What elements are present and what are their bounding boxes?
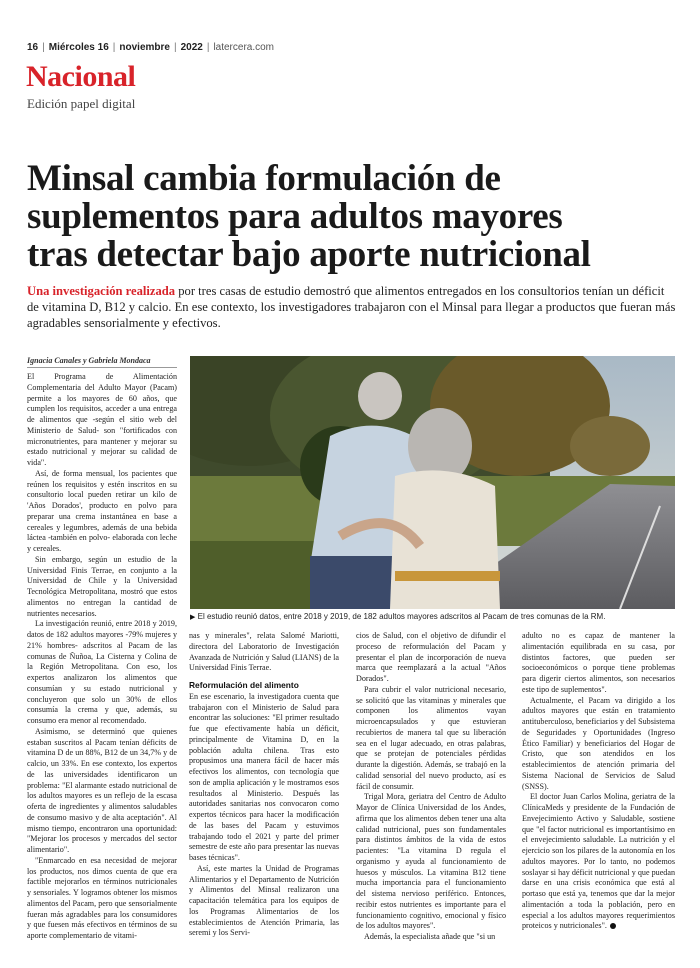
headline-line: suplementos para adultos mayores	[27, 196, 563, 237]
date-year: 2022	[180, 42, 203, 53]
paragraph: Sin embargo, según un estudio de la Universidad Finis Terrae, en conjunto a la Universidad de Chile y la Universidad Tecnológica Metropolitana, mostró que estos alimentos no entregan la cantidad de nutrientes necesarios.	[27, 554, 177, 618]
section-title: Nacional	[26, 60, 136, 93]
lede	[27, 283, 677, 331]
page-header: 16 | Miércoles 16 | noviembre | 2022 | latercera.com	[27, 42, 275, 53]
photo-caption	[190, 612, 675, 621]
headline-line: tras detectar bajo aporte nutricional	[27, 234, 591, 275]
date-month: noviembre	[119, 42, 170, 53]
paragraph: Además, la especialista añade que "si un	[364, 932, 496, 941]
column-3	[356, 631, 506, 951]
date-day: Miércoles 16	[48, 42, 109, 53]
edition-label: Edición papel digital	[27, 96, 136, 111]
paragraph: Asimismo, se determinó que quienes estaban suscritos al Pacam tenían déficits de vitamina D de un 88%, B12 de un 34,7% y de calcio, un 33%. En ese contexto, los expertos de las universidades identificaron un problema: "El alarmante estado nutricional de los adultos mayores es un reflejo de la escasa oferta de ingredientes y alimentos saludables de consumo masivo y de alta aceptación". Al mismo tiempo, encontraron una oportunidad: "Mejorar los procesos y mercados del sector alimentario".	[27, 726, 177, 854]
paragraph: El Programa de Alimentación Complementaria del Adulto Mayor (Pacam) permite a los mayores de 60 años, que cumplen los requisitos, acceder a una entrega de alimentos que -según el sitio web del Ministerio de Salud- son "fortificados con micronutrientes, para mantener y mejorar su estado nutricional y mejorar su calidad de vida".	[27, 372, 177, 467]
lede-kicker: Una investigación realizada	[27, 284, 176, 298]
column-4	[522, 631, 675, 951]
paragraph	[522, 792, 675, 932]
paragraph: Actualmente, el Pacam va dirigido a los adultos mayores que están en tratamiento antituberculoso, beneficiarios y del Subsistema de Seguridades y Oportunidades (Ingreso Ético Familiar) y beneficiarios del Hogar de Cristo, que son atendidos en los establecimientos de atención primaria del Sistema Nacional de Servicios de Salud (SNSS).	[522, 695, 675, 791]
paragraph: La investigación reunió, entre 2018 y 2019, datos de 182 adultos mayores -79% mujeres y 21% hombres- adscritos al Pacam de las comunas de Ñuñoa, La Cisterna y Colina de la Región Metropolitana. Con eso, los expertos analizaron los alimentos que consumían y su estado nutricional y concluyeron que solo un 30% de ellos consumía la crema y que, además, su consumo era menor al recomendado.	[27, 619, 177, 725]
paragraph: adulto no es capaz de mantener la alimentación equilibrada en su casa, por distintos factores, que pueden ser socioeconómicos o porque tiene problemas para digerir ciertos alimentos, son necesarios este tipo de suplementos".	[522, 631, 675, 694]
caption-arrow-icon: ▶	[190, 614, 196, 621]
paragraph: nas y minerales", relata Salomé Mariotti, directora del Laboratorio de Investigación Avanzada de Nutrición y Salud (LIANS) de la Universidad Finis Terrae.	[189, 631, 339, 673]
byline: Ignacia Canales y Gabriela Mondaca	[27, 356, 177, 368]
paragraph: cios de Salud, con el objetivo de difundir el proceso de reformulación del Pacam y presentar el plan de incorporación de nueva marca que reemplazará a la actual "Años Dorados".	[356, 631, 506, 683]
paragraph: Trigal Mora, geriatra del Centro de Adulto Mayor de Clínica Universidad de los Andes, afirma que los alimentos deben tener una alta calidad nutricional, pues son fundamentales para distintos ámbitos de la vida de estos pacientes: "La vitamina D regula el organismo y ayuda al funcionamiento de huesos y músculos. La vitamina B12 tiene mucha importancia para el funcionamiento del sistema nervioso periférico. Entonces, recibir estos nutrientes es importante para el funcionamiento cognitivo, emocional y físico de los adultos mayores".	[356, 792, 506, 931]
column-1	[27, 372, 177, 952]
paragraph: Para cubrir el valor nutricional necesario, se solicitó que las vitaminas y minerales que componen los alimentos vayan microencapsulados y que estuvieran recubiertos de manera tal que su liberación sea en el lugar adecuado, en otras palabras, que se protejan de potenciales pérdidas durante la digestión. Además, se trabajó en la calidad sensorial del nuevo producto, así es fácil de consumir.	[356, 684, 506, 791]
photo-elderly-couple	[190, 356, 675, 609]
article-photo	[190, 356, 675, 609]
lede-text: por tres casas de estudio demostró que alimentos entregados en los consultorios tenían un déficit de vitamina D, B12 y calcio. En ese contexto, los investigadores trabajaron con el Minsal para llegar a productos que fueran más agradables sensorialmente y efectivos.	[27, 284, 676, 330]
paragraph: Así, este martes la Unidad de Programas Alimentarios y el Departamento de Nutrición y Alimentos del Minsal realizaron una capacitación telemática para los equipos de los Programas Alimentarios de los establecimientos de Atención Primaria, las seremi y los Servi-	[189, 863, 339, 938]
paragraph: En ese escenario, la investigadora cuenta que trabajaron con el Ministerio de Salud para encontrar las soluciones: "El primer resultado fue que efectivamente había un déficit, principalmente de Vitamina D, en la población adulta chilena. Tras esto propusimos una manera fácil de hacer más efectivos los alimentos, con tecnología que son de amplia aplicación y le mostramos esos resultados al Ministerio. Después las autoridades sanitarias nos convocaron como expertos técnicos para hacer la modificación de las bases del Pacam y estuvimos trabajando todo el 2021 y parte del primer semestre de este año para presentar las nuevas bases técnicas".	[189, 691, 339, 862]
column-2	[189, 631, 339, 951]
headline	[27, 160, 677, 274]
subhead: Reformulación del alimento	[189, 680, 299, 690]
end-of-article-icon	[610, 923, 616, 929]
site-name: latercera.com	[213, 42, 275, 53]
paragraph: "Enmarcado en esa necesidad de mejorar los productos, nos dimos cuenta de que era factible mejorarlos en términos nutricionales y sensoriales. Y logramos obtener los mismos alimentos del Pacam, pero que sensorialmente fueran más agradables para los consumidores y que fuesen más efectivos en términos de su aporte complementario de vitami-	[27, 855, 177, 940]
caption-text: El estudio reunió datos, entre 2018 y 2019, de 182 adultos mayores adscritos al Pacam de tres comunas de la RM.	[197, 612, 606, 621]
page-number: 16	[27, 42, 39, 53]
headline-line: Minsal cambia formulación de	[27, 158, 501, 199]
paragraph: Así, de forma mensual, los pacientes que reúnen los requisitos y estén inscritos en su consultorio local pueden retirar un kilo de 'Años Dorados', producto en polvo para preparar una crema instantánea en base a cereales y legumbres, además de una bebida láctea -también en polvo- elaborada con leche y cereales.	[27, 468, 177, 553]
paragraph-text: El doctor Juan Carlos Molina, geriatra de la ClínicaMeds y presidente de la Fundación de Envejecimiento Activo y Saludable, sostiene que "el factor nutricional es importantísimo en el envejecimiento saludable. La nutrición y el ejercicio son los pilares de la autonomía en los adultos mayores. Por lo tanto, no podemos soslayar si hay déficit nutricional y que puedan darse en una crisis económica que está al portaso que está ya, tenemos que dar la mejor alimentación a toda la población, pero en especial a los adultos mayores requerimientos proteicos y nutricionales".	[522, 792, 675, 931]
